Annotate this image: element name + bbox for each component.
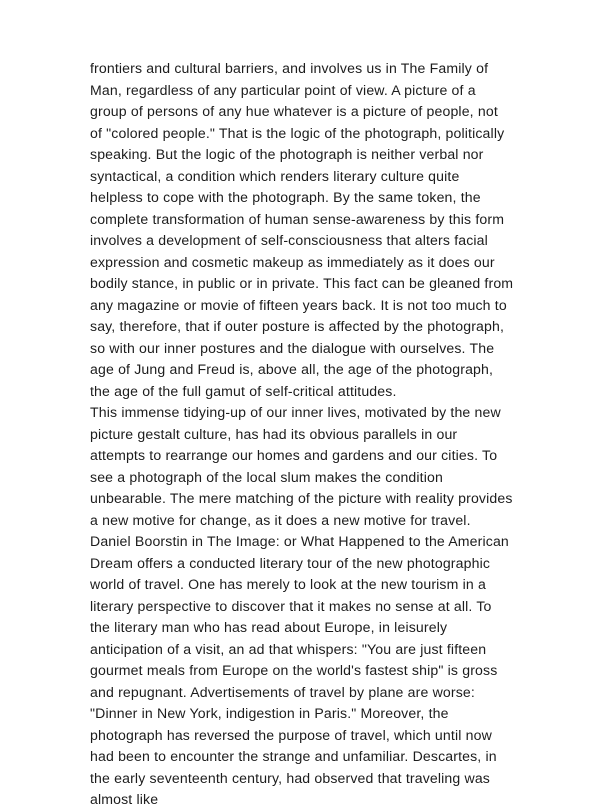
body-text-column	[90, 58, 514, 811]
paragraph: Daniel Boorstin in The Image: or What Happened to the American Dream offers a conducted literary tour of the new photographic world of travel. One has merely to look at the new tourism in a literary perspective to discover that it makes no sense at all. To the literary man who has read about Europe, in leisurely anticipation of a visit, an ad that whispers: "You are just fifteen gourmet meals from Europe on the world's fastest ship" is gross and repugnant. Advertisements of travel by plane are worse: "Dinner in New York, indigestion in Paris." Moreover, the photograph has reversed the purpose of travel, which until now had been to encounter the strange and unfamiliar. Descartes, in the early seventeenth century, had observed that traveling was almost like	[90, 533, 509, 807]
paragraph: This immense tidying-up of our inner lives, motivated by the new picture gestalt culture, has had its obvious parallels in our attempts to rearrange our homes and gardens and our cities. To see a photograph of the local slum makes the condition unbearable. The mere matching of the picture with reality provides a new motive for change, as it does a new motive for travel.	[90, 404, 513, 528]
paragraph: frontiers and cultural barriers, and involves us in The Family of Man, regardless of any particular point of view. A picture of a group of persons of any hue whatever is a picture of people, not of "colored people." That is the logic of the photograph, politically speaking. But the logic of the photograph is neither verbal nor syntactical, a condition which renders literary culture quite helpless to cope with the photograph. By the same token, the complete transformation of human sense-awareness by this form involves a development of self-consciousness that alters facial expression and cosmetic makeup as immediately as it does our bodily stance, in public or in private. This fact can be gleaned from any magazine or movie of fifteen years back. It is not too much to say, therefore, that if outer posture is affected by the photograph, so with our inner postures and the dialogue with ourselves. The age of Jung and Freud is, above all, the age of the photograph, the age of the full gamut of self-critical attitudes.	[90, 60, 514, 399]
